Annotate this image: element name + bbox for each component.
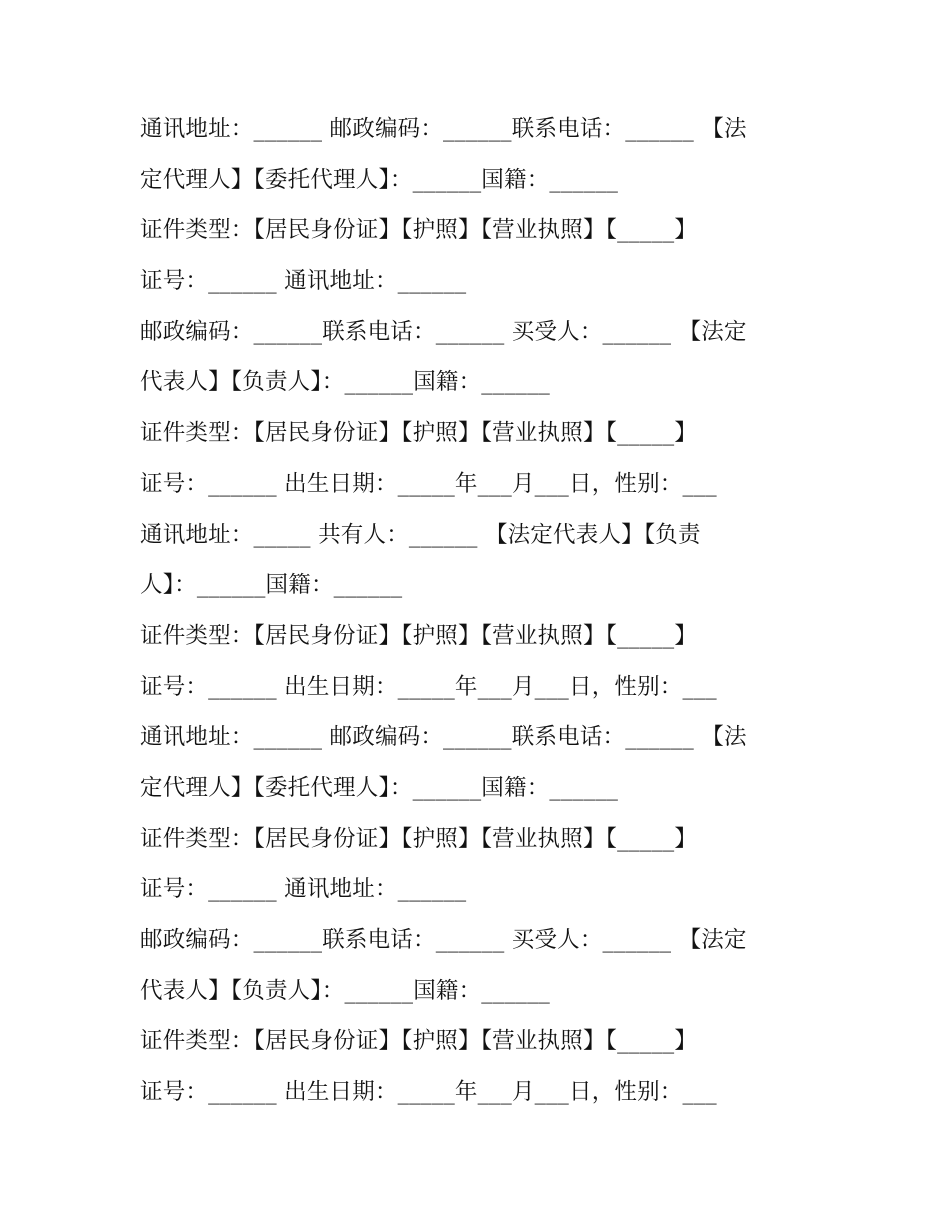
text-line: 通讯地址：_____ 共有人：______ 【法定代表人】【负责 <box>140 521 701 548</box>
text-line: 证号：______ 出生日期：_____年___月___日，性别：___ <box>140 1079 717 1106</box>
text-line: 邮政编码：______联系电话：______ 买受人：______ 【法定 <box>140 927 747 953</box>
text-line: 证件类型：【居民身份证】【护照】【营业执照】【_____】 <box>140 825 698 852</box>
text-line: 证号：______ 出生日期：_____年___月___日，性别：___ <box>140 673 717 700</box>
text-line: 证号：______ 通讯地址：______ <box>140 268 467 295</box>
text-line: 证号：______ 通讯地址：______ <box>140 876 467 903</box>
text-line: 证号：______ 出生日期：_____年___月___日，性别：___ <box>140 470 717 497</box>
text-line: 通讯地址：______ 邮政编码：______联系电话：______ 【法 <box>140 116 747 142</box>
text-line: 定代理人】【委托代理人】：______国籍：______ <box>140 166 619 193</box>
text-line: 通讯地址：______ 邮政编码：______联系电话：______ 【法 <box>140 724 747 751</box>
text-line: 证件类型：【居民身份证】【护照】【营业执照】【_____】 <box>140 622 698 649</box>
text-line: 证件类型：【居民身份证】【护照】【营业执照】【_____】 <box>140 1028 698 1055</box>
text-line: 证件类型：【居民身份证】【护照】【营业执照】【_____】 <box>140 217 698 244</box>
text-line: 代表人】【负责人】：______国籍：______ <box>140 977 551 1004</box>
text-line: 证件类型：【居民身份证】【护照】【营业执照】【_____】 <box>140 420 698 447</box>
document-body <box>140 104 800 1118</box>
text-line: 代表人】【负责人】：______国籍：______ <box>140 369 551 396</box>
text-line: 人】：______国籍：______ <box>140 572 403 599</box>
text-line: 邮政编码：______联系电话：______ 买受人：______ 【法定 <box>140 318 747 345</box>
text-line: 定代理人】【委托代理人】：______国籍：______ <box>140 774 619 801</box>
